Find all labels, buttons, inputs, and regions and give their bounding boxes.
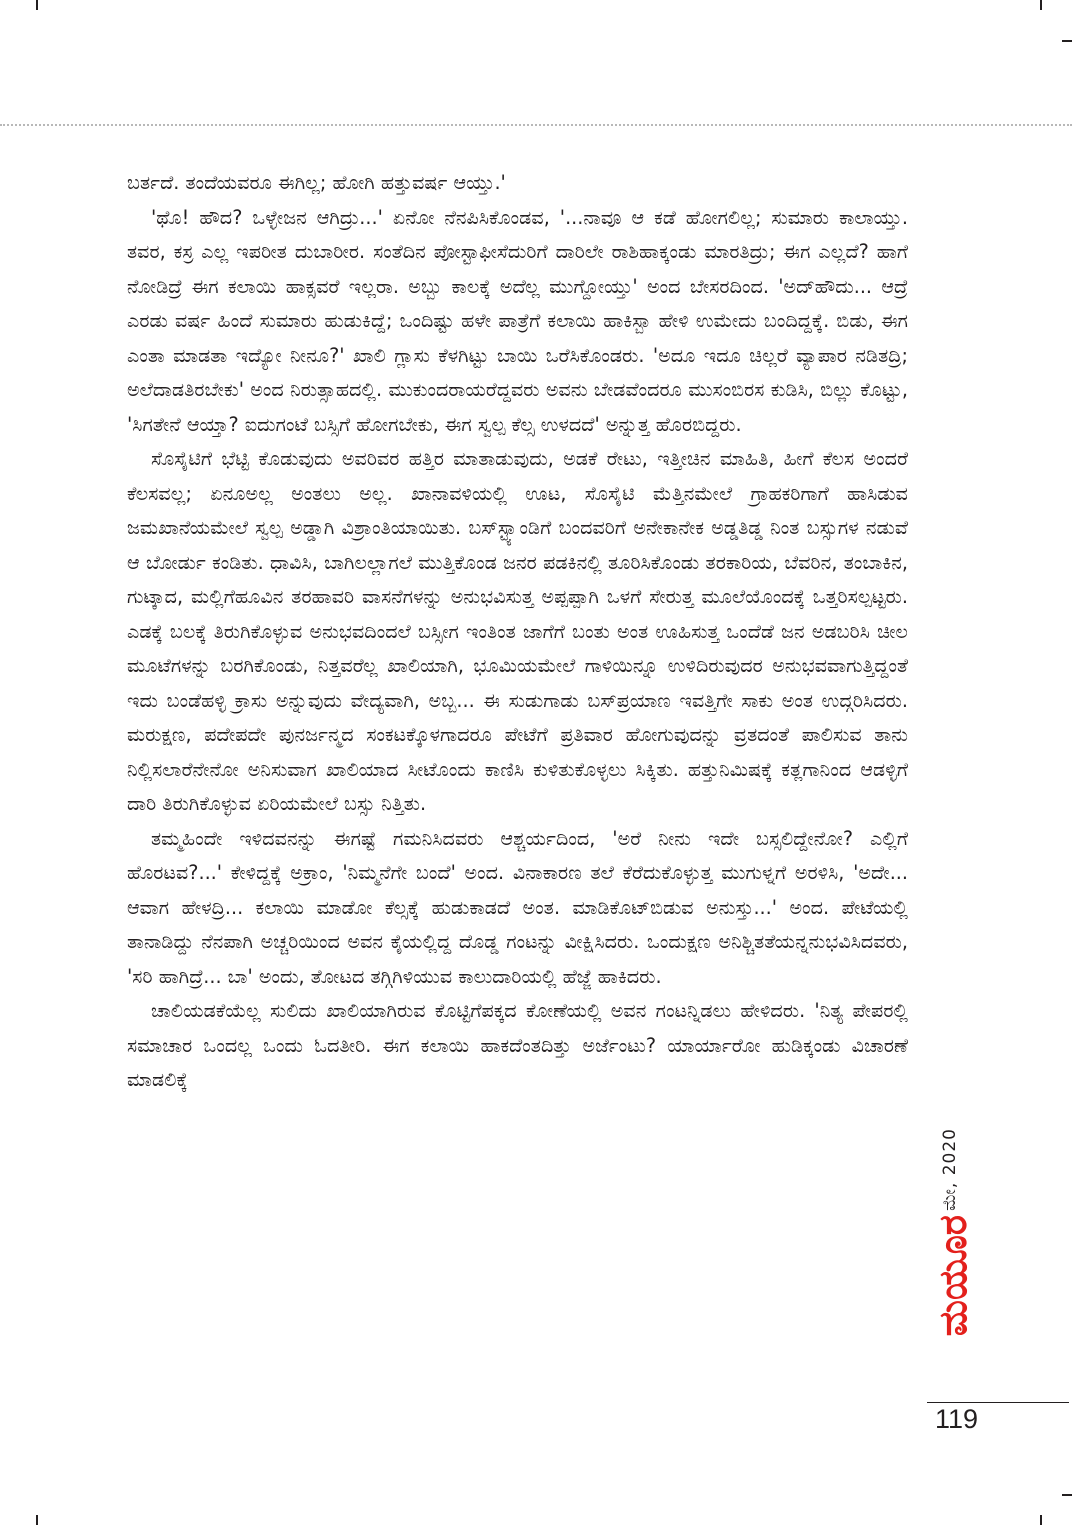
paragraph: ತಮ್ಮಹಿಂದೇ ಇಳಿದವನನ್ನು ಈಗಷ್ಟೆ ಗಮನಿಸಿದವರು ಆಶ್ಚರ್ಯದಿಂದ, 'ಅರೆ ನೀನು ಇದೇ ಬಸ್ಸಲಿದ್ದೇನೋ? ಎಲ್ಲಿಗೆ ಹೊರಟವ?...' ಕೇಳಿದ್ದಕ್ಕೆ ಅಕ್ರಾಂ, 'ನಿಮ್ಮನೆಗೇ ಬಂದೆ' ಅಂದ. ವಿನಾಕಾರಣ ತಲೆ ಕೆರೆದುಕೊಳ್ಳುತ್ತ ಮುಗುಳ್ನಗೆ ಅರಳಿಸಿ, 'ಅದೇ... ಆವಾಗ ಹೇಳದ್ರಿ... ಕಲಾಯಿ ಮಾಡೋ ಕೆಲ್ಸಕ್ಕೆ ಹುಡುಕಾಡದೆ ಅಂತ. ಮಾಡಿಕೊಟ್‌ಬಿಡುವ ಅನುಸ್ತು...' ಅಂದ. ಪೇಟೆಯಲ್ಲಿ ತಾನಾಡಿದ್ದು ನೆನಪಾಗಿ ಅಚ್ಚರಿಯಿಂದ ಅವನ ಕೈಯಲ್ಲಿದ್ದ ದೊಡ್ಡ ಗಂಟನ್ನು ವೀಕ್ಷಿಸಿದರು. ಒಂದುಕ್ಷಣ ಅನಿಶ್ಚಿತತೆಯನ್ನನುಭವಿಸಿದವರು, 'ಸರಿ ಹಾಗಿದ್ರೆ... ಬಾ' ಅಂದು, ತೋಟದ ತಗ್ಗಿಗಿಳಿಯುವ ಕಾಲುದಾರಿಯಲ್ಲಿ ಹೆಜ್ಜೆ ಹಾಕಿದರು. [127, 826, 908, 988]
paragraph: ಸೊಸೈಟಿಗೆ ಭೆಟ್ಟಿ ಕೊಡುವುದು ಅವರಿವರ ಹತ್ತಿರ ಮಾತಾಡುವುದು, ಅಡಕೆ ರೇಟು, ಇತ್ತೀಚಿನ ಮಾಹಿತಿ, ಹೀಗೆ ಕೆಲಸ ಅಂದರೆ ಕೆಲಸವಲ್ಲ; ಏನೂಅಲ್ಲ ಅಂತಲು ಅಲ್ಲ. ಖಾನಾವಳಿಯಲ್ಲಿ ಊಟ, ಸೊಸೈಟಿ ಮೆತ್ತಿನಮೇಲೆ ಗ್ರಾಹಕರಿಗಾಗೆ ಹಾಸಿಡುವ ಜಮಖಾನೆಯಮೇಲೆ ಸ್ವಲ್ಪ ಅಡ್ಡಾಗಿ ವಿಶ್ರಾಂತಿಯಾಯಿತು. ಬಸ್‌ಸ್ಟ್ಯಾಂಡಿಗೆ ಬಂದವರಿಗೆ ಅನೇಕಾನೇಕ ಅಡ್ಡತಿಡ್ಡ ನಿಂತ ಬಸ್ಸುಗಳ ನಡುವೆ ಆ ಬೋರ್ಡು ಕಂಡಿತು. ಧಾವಿಸಿ, ಬಾಗಿಲಲ್ಲಾಗಲೆ ಮುತ್ತಿಕೊಂಡ ಜನರ ಪಡಕಿನಲ್ಲಿ ತೂರಿಸಿಕೊಂಡು ತರಕಾರಿಯ, ಬೆವರಿನ, ತಂಬಾಕಿನ, ಗುಟ್ಕಾದ, ಮಲ್ಲಿಗೆಹೂವಿನ ತರಹಾವರಿ ವಾಸನೆಗಳನ್ನು ಅನುಭವಿಸುತ್ತ ಅಪ್ಪಪ್ಪಾಗಿ ಒಳಗೆ ಸೇರುತ್ತ ಮೂಲೆಯೊಂದಕ್ಕೆ ಒತ್ತರಿಸಲ್ಪಟ್ಟರು. ಎಡಕ್ಕೆ ಬಲಕ್ಕೆ ತಿರುಗಿಕೊಳ್ಳುವ ಅನುಭವದಿಂದಲೆ ಬಸ್ಸೀಗ ಇಂತಿಂತ ಜಾಗೆಗೆ ಬಂತು ಅಂತ ಊಹಿಸುತ್ತ ಒಂದೆಡೆ ಜನ ಅಡಬರಿಸಿ ಚೀಲ ಮೂಟೆಗಳನ್ನು ಬರಗಿಕೊಂಡು, ನಿತ್ತವರೆಲ್ಲ ಖಾಲಿಯಾಗಿ, ಭೂಮಿಯಮೇಲೆ ಗಾಳಿಯಿನ್ನೂ ಉಳಿದಿರುವುದರ ಅನುಭವವಾಗುತ್ತಿದ್ದಂತೆ ಇದು ಬಂಡೆಹಳ್ಳಿ ಕ್ರಾಸು ಅನ್ನುವುದು ವೇದ್ಯವಾಗಿ, ಅಬ್ಬ... ಈ ಸುಡುಗಾಡು ಬಸ್‌ಪ್ರಯಾಣ ಇವತ್ತಿಗೇ ಸಾಕು ಅಂತ ಉದ್ಗರಿಸಿದರು. ಮರುಕ್ಷಣ, ಪದೇಪದೇ ಪುನರ್ಜನ್ಮದ ಸಂಕಟಕ್ಕೊಳಗಾದರೂ ಪೇಟೆಗೆ ಪ್ರತಿವಾರ ಹೋಗುವುದನ್ನು ವ್ರತದಂತೆ ಪಾಲಿಸುವ ತಾನು ನಿಲ್ಲಿಸಲಾರೆನೇನೋ ಅನಿಸುವಾಗ ಖಾಲಿಯಾದ ಸೀಟೊಂದು ಕಾಣಿಸಿ ಕುಳಿತುಕೊಳ್ಳಲು ಸಿಕ್ಕಿತು. ಹತ್ತುನಿಮಿಷಕ್ಕೆ ಕತ್ಲಗಾನಿಂದ ಆಡಳ್ಳಿಗೆ ದಾರಿ ತಿರುಗಿಕೊಳ್ಳುವ ಏರಿಯಮೇಲೆ ಬಸ್ಸು ನಿತ್ತಿತು. [127, 447, 908, 815]
page-number-rule [927, 1402, 1069, 1403]
magazine-logo: ಮಯೂರ [931, 1215, 975, 1337]
paragraph: ಬರ್ತದೆ. ತಂದೆಯವರೂ ಈಗಿಲ್ಲ; ಹೋಗಿ ಹತ್ತುವರ್ಷ ಆಯ್ತು.' [127, 171, 506, 194]
header-dotted-rule [0, 124, 1072, 126]
crop-mark-bottom-right [1040, 1515, 1042, 1525]
crop-mark-top-left [36, 0, 38, 10]
article-body [127, 166, 908, 1098]
paragraph: 'ಥೊ! ಹೌದ? ಒಳ್ಳೇಜನ ಆಗಿದ್ರು...' ಏನೋ ನೆನಪಿಸಿಕೊಂಡವ, '...ನಾವೂ ಆ ಕಡೆ ಹೋಗಲಿಲ್ಲ; ಸುಮಾರು ಕಾಲಾಯ್ತು. ತವರ, ಕಸ್ರ ಎಲ್ಲ ಇಪರೀತ ದುಬಾರೀರ. ಸಂತೆದಿನ ಪೋಸ್ಟಾಫೀಸೆದುರಿಗೆ ದಾರಿಲೇ ರಾಶಿಹಾಕ್ಕಂಡು ಮಾರತಿದ್ರು; ಈಗ ಎಲ್ಲದೆ? ಹಾಗೆ ನೋಡಿದ್ರೆ ಈಗ ಕಲಾಯಿ ಹಾಕ್ಸವರೆ ಇಲ್ಲರಾ. ಅಬ್ಬು ಕಾಲಕ್ಕೆ ಅದೆಲ್ಲ ಮುಗ್ದೋಯ್ತು' ಅಂದ ಬೇಸರದಿಂದ. 'ಅದ್‌ಹೌದು... ಆದ್ರೆ ಎರಡು ವರ್ಷ ಹಿಂದೆ ಸುಮಾರು ಹುಡುಕಿದ್ದೆ; ಒಂದಿಷ್ಟು ಹಳೇ ಪಾತ್ರೆಗೆ ಕಲಾಯಿ ಹಾಕಿಸ್ಬಾ ಹೇಳಿ ಉಮೇದು ಬಂದಿದ್ದಕ್ಕೆ. ಬಿಡು, ಈಗ ಎಂತಾ ಮಾಡತಾ ಇದ್ಯೋ ನೀನೂ?' ಖಾಲಿ ಗ್ಲಾಸು ಕೆಳಗಿಟ್ಟು ಬಾಯಿ ಒರೆಸಿಕೊಂಡರು. 'ಅದೂ ಇದೂ ಚಿಲ್ಲರೆ ವ್ಯಾಪಾರ ನಡಿತದ್ರಿ; ಅಲೆದಾಡತಿರಬೇಕು' ಅಂದ ನಿರುತ್ಸಾಹದಲ್ಲಿ. ಮುಕುಂದರಾಯರೆದ್ದವರು ಅವನು ಬೇಡವೆಂದರೂ ಮುಸಂಬಿರಸ ಕುಡಿಸಿ, ಬಿಲ್ಲು ಕೊಟ್ಟು, 'ಸಿಗತೇನೆ ಆಯ್ತಾ? ಐದುಗಂಟೆ ಬಸ್ಸಿಗೆ ಹೋಗಬೇಕು, ಈಗ ಸ್ವಲ್ಪ ಕೆಲ್ಸ ಉಳದದೆ' ಅನ್ನುತ್ತ ಹೊರಬಿದ್ದರು. [127, 205, 908, 436]
crop-mark-top-right [1040, 0, 1042, 10]
issue-date: ಮೇ, 2020 [940, 1128, 960, 1211]
paragraph: ಚಾಲಿಯಡಕೆಯೆಲ್ಲ ಸುಲಿದು ಖಾಲಿಯಾಗಿರುವ ಕೊಟ್ಟಿಗೆಪಕ್ಕದ ಕೋಣೆಯಲ್ಲಿ ಅವನ ಗಂಟನ್ನಿಡಲು ಹೇಳಿದರು. 'ನಿತ್ಯ ಪೇಪರಲ್ಲಿ ಸಮಾಚಾರ ಒಂದಲ್ಲ ಒಂದು ಓದತೀರಿ. ಈಗ ಕಲಾಯಿ ಹಾಕದೆಂತದಿತ್ತು ಅರ್ಜೆಂಟು? ಯಾರ್ಯಾರೋ ಹುಡಿಕ್ಕಂಡು ವಿಚಾರಣೆ ಮಾಡಲಿಕ್ಕೆ [127, 999, 908, 1091]
crop-mark-right-bottom [1062, 1494, 1072, 1496]
crop-mark-bottom-left [36, 1515, 38, 1525]
crop-mark-right-top [1062, 40, 1072, 42]
page-number: 119 [935, 1404, 979, 1434]
